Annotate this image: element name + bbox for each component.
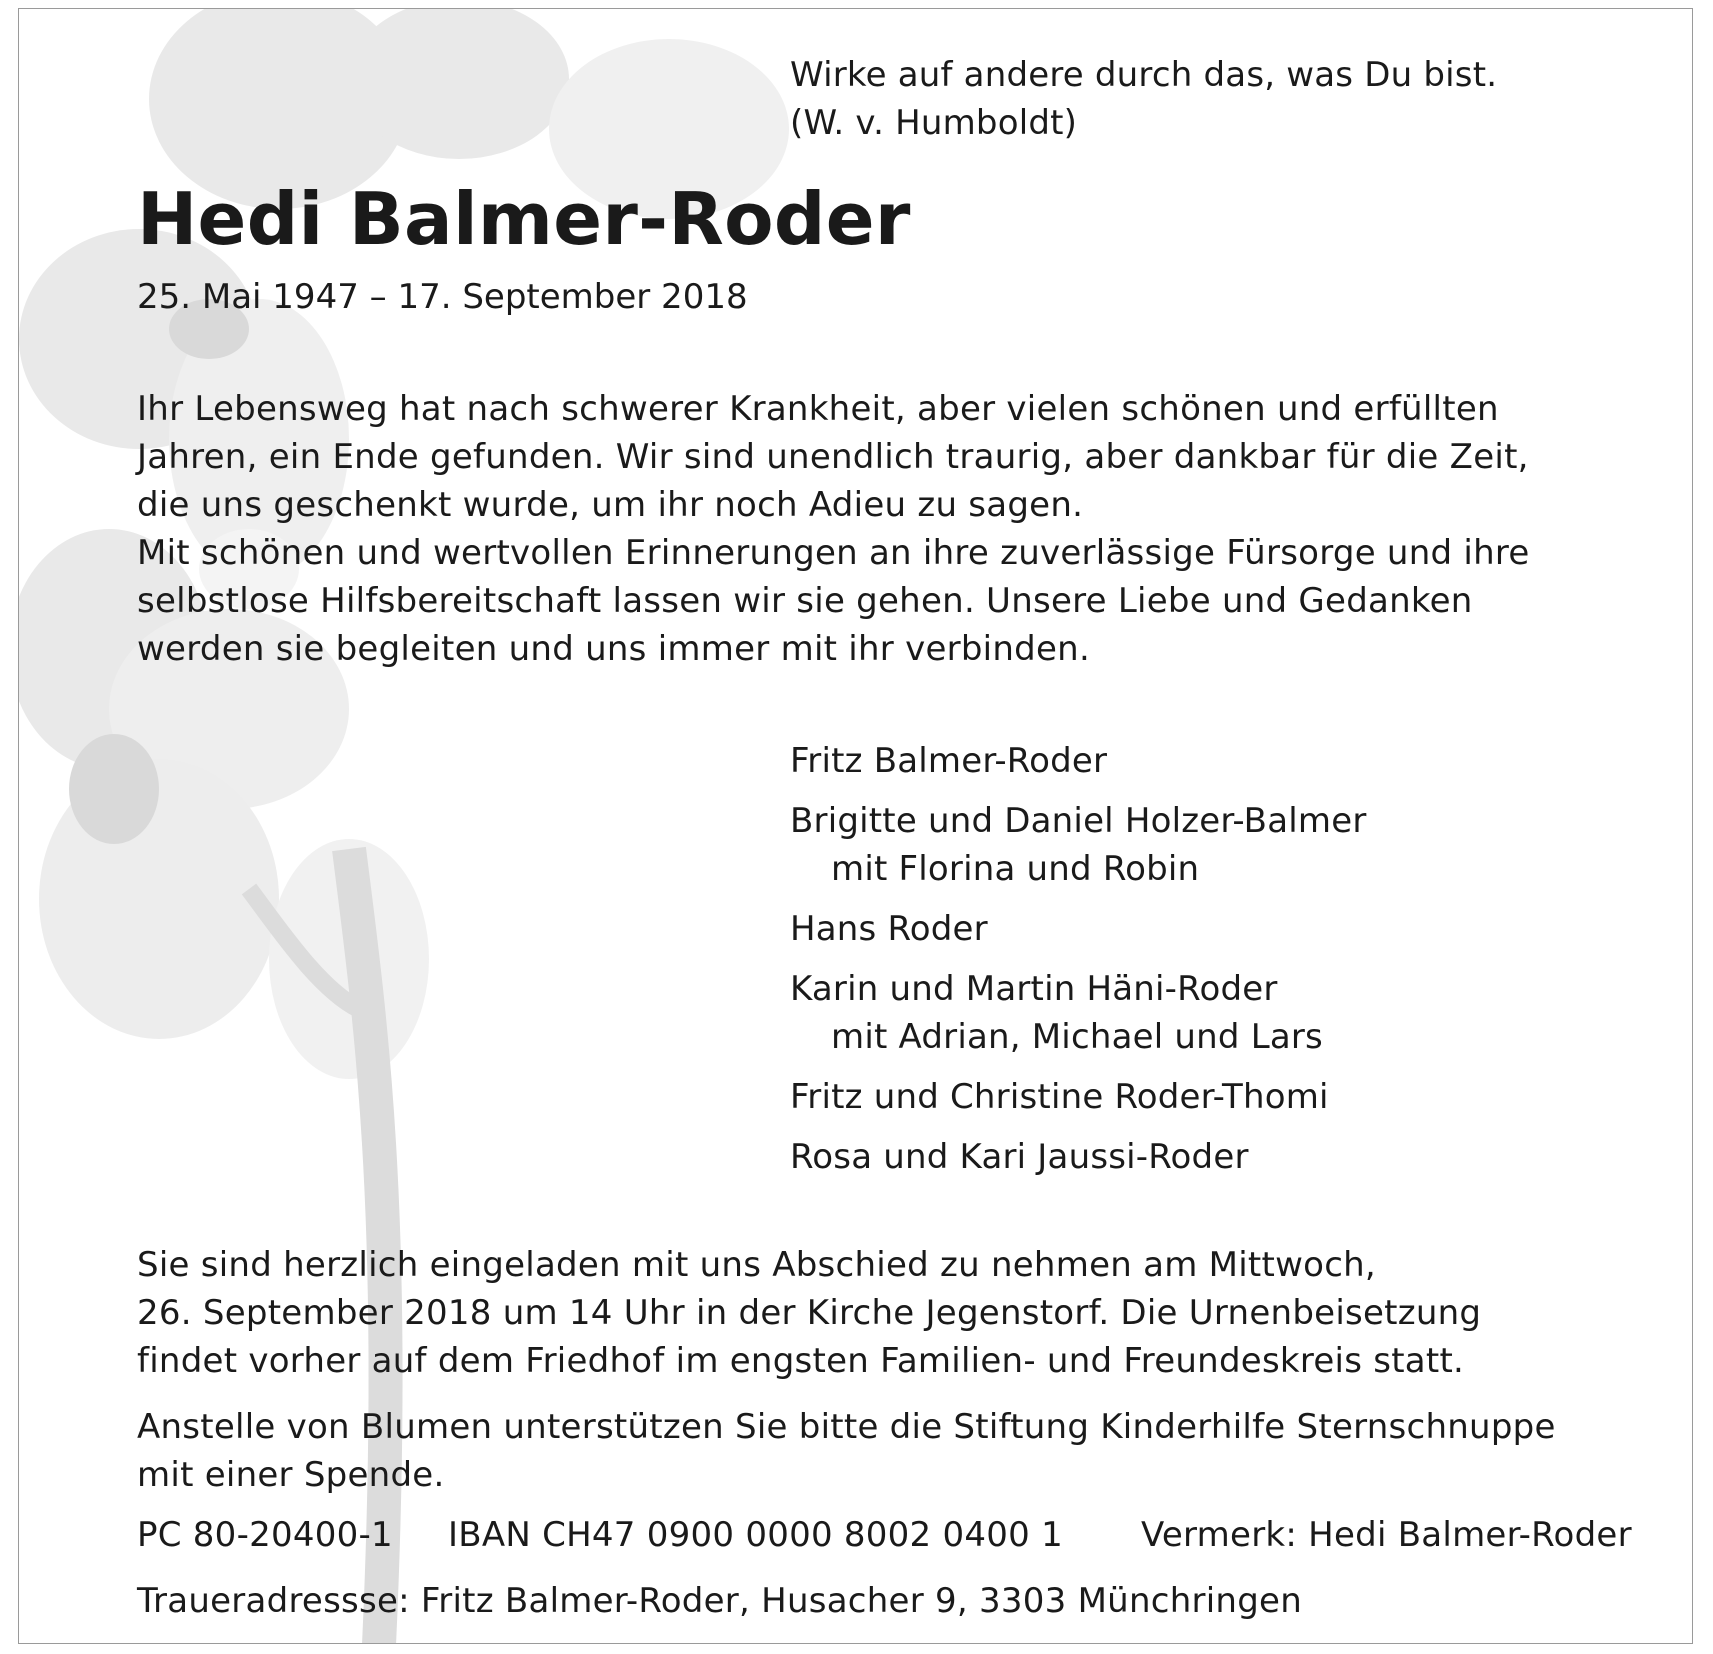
- payment-pc: PC 80-20400-1: [137, 1515, 393, 1555]
- tribute-line: Ihr Lebensweg hat nach schwerer Krankheit, aber vielen schönen und erfüllten: [137, 389, 1499, 429]
- obituary-frame: [18, 8, 1693, 1644]
- quote-line: Wirke auf andere durch das, was Du bist.: [790, 55, 1498, 95]
- service-line: findet vorher auf dem Friedhof im engsten Familien- und Freundeskreis statt.: [137, 1341, 1465, 1381]
- payment-iban: IBAN CH47 0900 0000 8002 0400 1: [448, 1515, 1063, 1555]
- tribute-line: werden sie begleiten und uns immer mit ihr verbinden.: [137, 629, 1091, 669]
- family-member: Hans Roder: [790, 909, 988, 949]
- donation-line: Anstelle von Blumen unterstützen Sie bitte die Stiftung Kinderhilfe Sternschnuppe: [137, 1407, 1556, 1447]
- family-member-children: mit Adrian, Michael und Lars: [831, 1017, 1323, 1057]
- tribute-line: die uns geschenkt wurde, um ihr noch Adieu zu sagen.: [137, 485, 1084, 525]
- family-member: Fritz Balmer-Roder: [790, 741, 1108, 781]
- tribute-line: selbstlose Hilfsbereitschaft lassen wir sie gehen. Unsere Liebe und Gedanken: [137, 581, 1473, 621]
- family-member: Fritz und Christine Roder-Thomi: [790, 1077, 1329, 1117]
- tribute-line: Jahren, ein Ende gefunden. Wir sind unendlich traurig, aber dankbar für die Zeit,: [137, 437, 1529, 477]
- payment-note: Vermerk: Hedi Balmer-Roder: [1141, 1515, 1632, 1555]
- deceased-name: Hedi Balmer-Roder: [137, 177, 911, 261]
- donation-line: mit einer Spende.: [137, 1455, 445, 1495]
- family-member: Rosa und Kari Jaussi-Roder: [790, 1137, 1249, 1177]
- quote-attribution: (W. v. Humboldt): [790, 103, 1078, 143]
- service-line: Sie sind herzlich eingeladen mit uns Abschied zu nehmen am Mittwoch,: [137, 1245, 1376, 1285]
- family-member: Karin und Martin Häni-Roder: [790, 969, 1278, 1009]
- family-member: Brigitte und Daniel Holzer-Balmer: [790, 801, 1367, 841]
- family-member-children: mit Florina und Robin: [831, 849, 1200, 889]
- mourning-address: Traueradressse: Fritz Balmer-Roder, Husacher 9, 3303 Münchringen: [137, 1581, 1303, 1621]
- tribute-line: Mit schönen und wertvollen Erinnerungen an ihre zuverlässige Fürsorge und ihre: [137, 533, 1530, 573]
- life-dates: 25. Mai 1947 – 17. September 2018: [137, 277, 748, 317]
- service-line: 26. September 2018 um 14 Uhr in der Kirche Jegenstorf. Die Urnenbeisetzung: [137, 1293, 1482, 1333]
